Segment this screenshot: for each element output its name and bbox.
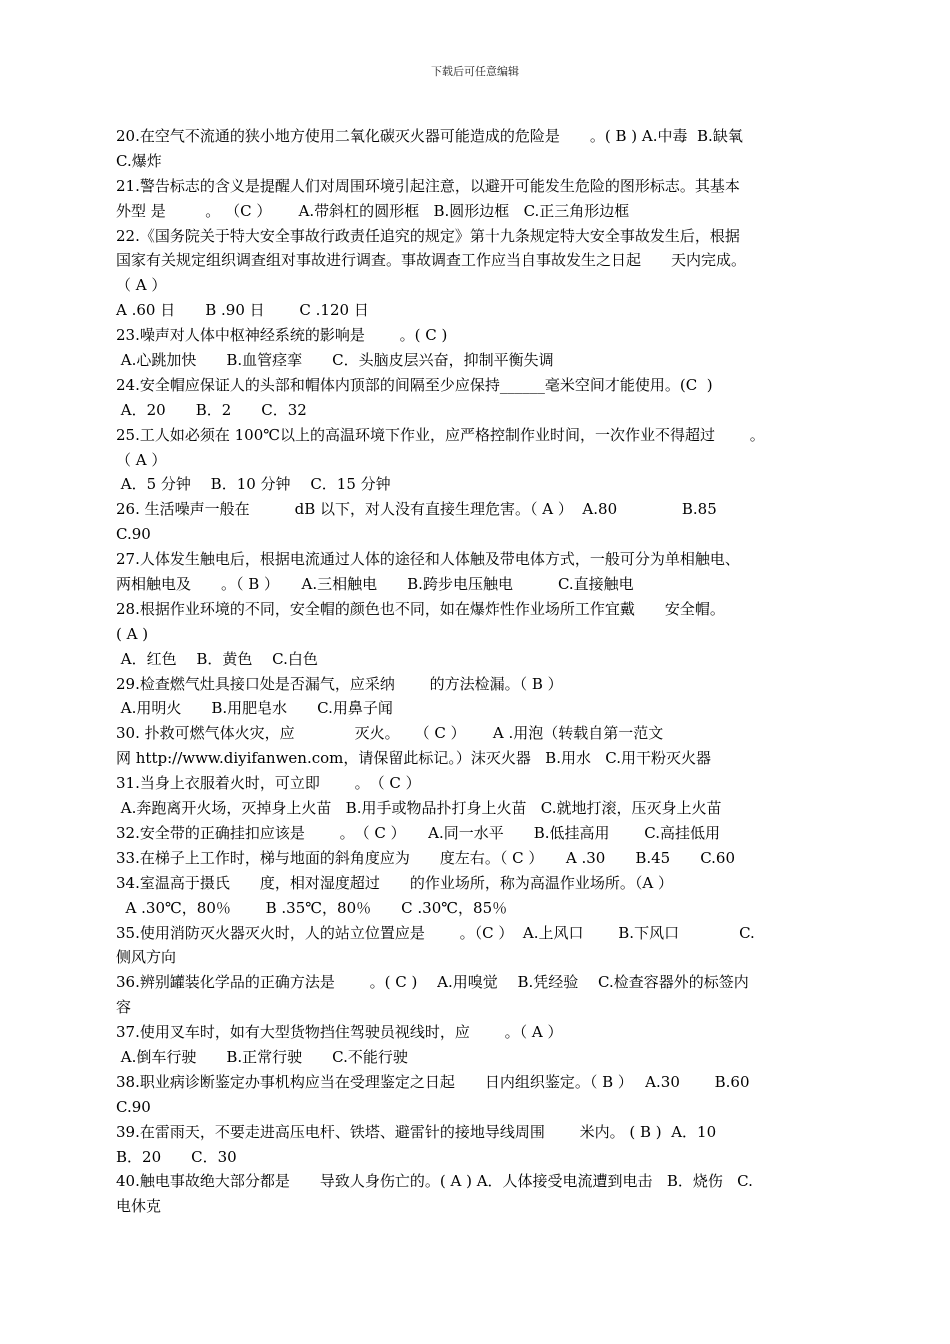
text-line: C.90 [116,1097,151,1116]
text-line: C.爆炸 [116,151,162,170]
text-line: B．20 C．30 [116,1147,237,1166]
text-line: 30. 扑救可燃气体火灾，应 灭火。 （ C ） A .用泡（转载自第一范文 [116,724,664,743]
text-line: A.倒车行驶 B.正常行驶 C.不能行驶 [116,1047,408,1066]
text-line: A.奔跑离开火场，灭掉身上火苗 B.用手或物品扑打身上火苗 C.就地打滚，压灭身上火苗 [116,799,722,818]
text-line: A.心跳加快 B.血管痉挛 C．头脑皮层兴奋，抑制平衡失调 [116,351,554,370]
text-line: （ A ） [116,276,167,295]
text-line: 40.触电事故绝大部分都是 导致人身伤亡的。( A ) A．人体接受电流遭到电击 B．烧伤 C. [116,1172,753,1191]
text-line: 电休克 [116,1197,162,1216]
text-line: 28.根据作业环境的不同，安全帽的颜色也不同，如在爆炸性作业场所工作宜戴 安全帽。 [116,599,725,618]
page-header: 下载后可任意编辑 [431,65,519,78]
text-line: A．20 B．2 C．32 [116,400,307,419]
text-line: 26. 生活噪声一般在 dB 以下，对人没有直接生理危害。（ A ） A.80 B.85 [116,500,717,519]
text-line: 国家有关规定组织调查组对事故进行调查。事故调查工作应当自事故发生之日起 天内完成。 [116,251,747,270]
text-line: 24.安全帽应保证人的头部和帽体内顶部的间隔至少应保持______毫米空间才能使用。(C ) [116,375,713,394]
text-line: 35.使用消防灭火器灭火时，人的站立位置应是 。（C ） A.上风口 B.下风口 C. [116,923,755,942]
text-line: 21.警告标志的含义是提醒人们对周围环境引起注意，以避开可能发生危险的图形标志。其基本 [116,176,740,195]
text-line: 36.辨别罐装化学品的正确方法是 。( C ) A.用嗅觉 B.凭经验 C.检查容器外的标签内 [116,973,749,992]
text-line: 22.《国务院关于特大安全事故行政责任追究的规定》第十九条规定特大安全事故发生后，根据 [116,226,740,245]
text-line: 容 [116,998,132,1017]
text-line: 37.使用叉车时，如有大型货物挡住驾驶员视线时，应 。（ A ） [116,1023,563,1042]
text-line: 39.在雷雨天，不要走进高压电杆、铁塔、避雷针的接地导线周围 米内。 ( B ) A．10 [116,1122,717,1141]
text-line: 34.室温高于摄氏 度，相对湿度超过 的作业场所，称为高温作业场所。（A ） [116,873,673,892]
text-line: （ A ） [116,450,167,469]
text-line: 25.工人如必须在 100℃以上的高温环境下作业，应严格控制作业时间，一次作业不得超过 。 [116,425,765,444]
text-line: 两相触电及 。（ B ） A.三相触电 B.跨步电压触电 C.直接触电 [116,575,634,594]
text-line: 20.在空气不流通的狭小地方使用二氧化碳灭火器可能造成的危险是 。( B ) A.中毒 B.缺氧 [116,127,743,145]
text-line: A .60 日 B .90 日 C .120 日 [116,301,369,320]
text-line: A.用明火 B.用肥皂水 C.用鼻子闻 [116,699,393,718]
text-line: 29.检查燃气灶具接口处是否漏气，应采纳 的方法检漏。（ B ） [116,674,563,693]
text-line: 31.当身上衣服着火时，可立即 。 （ C ） [116,774,421,793]
text-line: 网 http://www.diyifanwen.com，请保留此标记。）沫灭火器 B.用水 C.用干粉灭火器 [116,749,711,768]
text-line: A .30℃，80％ B .35℃，80％ C .30℃，85％ [116,898,508,917]
text-line: C.90 [116,525,151,544]
text-line: 27.人体发生触电后，根据电流通过人体的途径和人体触及带电体方式，一般可分为单相触电、 [116,550,740,569]
text-line: A．5 分钟 B．10 分钟 C．15 分钟 [116,475,391,494]
text-line: 外型 是 。 （C ） A.带斜杠的圆形框 B.圆形边框 C.正三角形边框 [116,201,630,220]
question-list [116,124,816,1219]
text-line: ( A ) [116,624,149,643]
text-line: 23.噪声对人体中枢神经系统的影响是 。( C ) [116,326,448,345]
text-line: 33.在梯子上工作时，梯与地面的斜角度应为 度左右。（ C ） A .30 B.45 C.60 [116,848,736,867]
text-line: A．红色 B．黄色 C.白色 [116,649,318,668]
text-line: 侧风方向 [116,948,177,967]
text-line: 38.职业病诊断鉴定办事机构应当在受理鉴定之日起 日内组织鉴定。（ B ） A.30 B.60 [116,1072,750,1091]
text-line: 32.安全带的正确挂扣应该是 。 （ C ） A.同一水平 B.低挂高用 C.高挂低用 [116,823,721,842]
